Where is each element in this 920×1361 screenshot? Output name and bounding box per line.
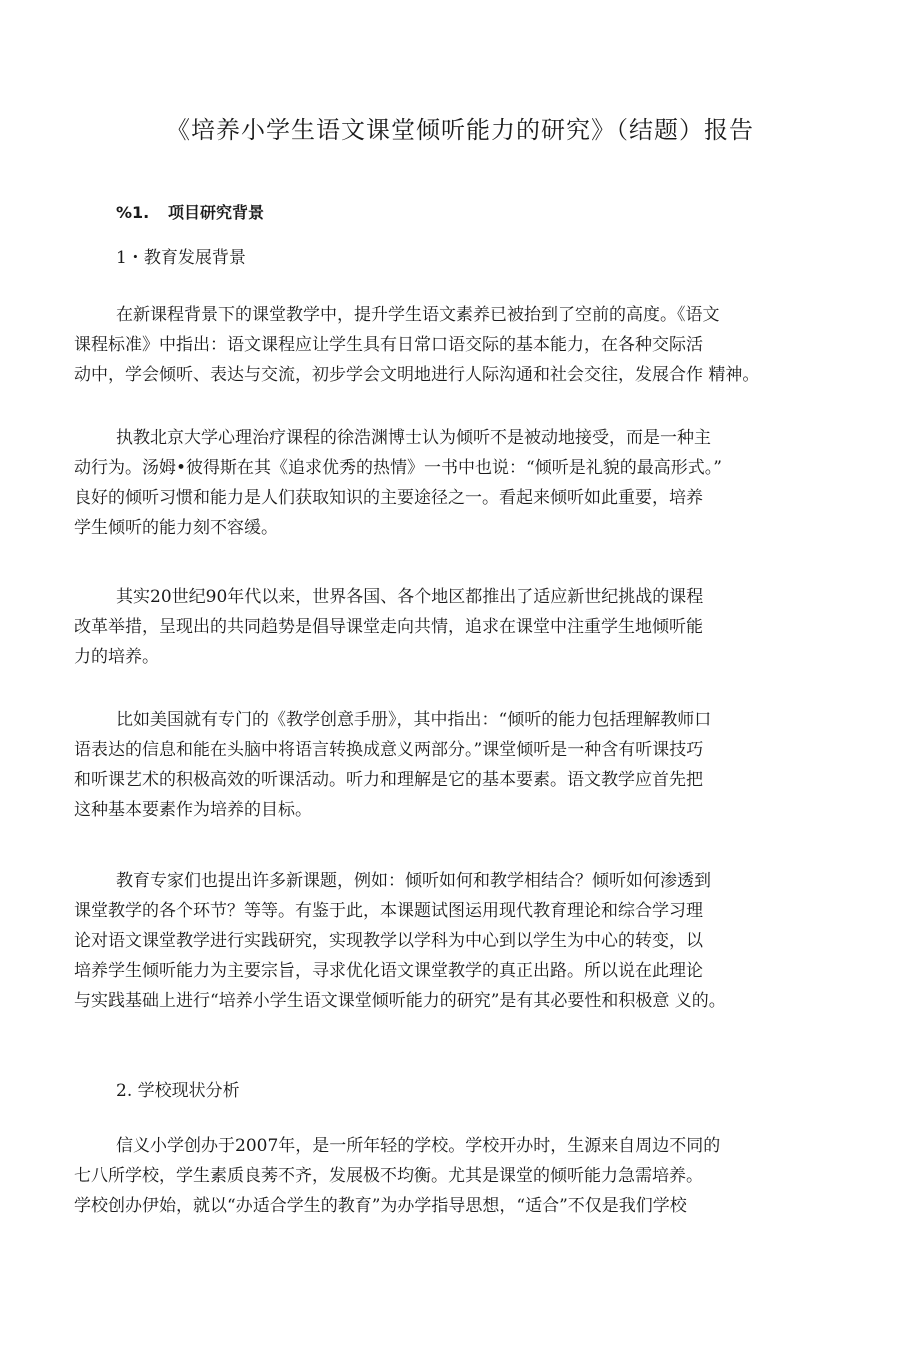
paragraph-line: 论对语文课堂教学进行实践研究，实现教学以学科为中心到以学生为中心的转变，以 bbox=[74, 931, 703, 951]
subsection-heading-1: 1・教育发展背景 bbox=[116, 248, 246, 268]
paragraph-line: 和听课艺术的积极高效的听课活动。听力和理解是它的基本要素。语文教学应首先把 bbox=[74, 770, 703, 790]
paragraph-line: 学生倾听的能力刻不容缓。 bbox=[74, 518, 278, 538]
paragraph-line: 培养学生倾听能力为主要宗旨，寻求优化语文课堂教学的真正出路。所以说在此理论 bbox=[74, 961, 703, 981]
paragraph-line: 良好的倾听习惯和能力是人们获取知识的主要途径之一。看起来倾听如此重要，培养 bbox=[74, 488, 703, 508]
document-title: 《培养小学生语文课堂倾听能力的研究》（结题）报告 bbox=[166, 116, 754, 144]
paragraph-line: 动中，学会倾听、表达与交流，初步学会文明地进行人际沟通和社会交往，发展合作 精神。 bbox=[74, 365, 760, 385]
paragraph bbox=[74, 300, 854, 390]
subsection-heading-2: 2. 学校现状分析 bbox=[116, 1081, 240, 1101]
paragraph-line: 信义小学创办于2007年，是一所年轻的学校。学校开办时，生源来自周边不同的 bbox=[116, 1136, 721, 1156]
paragraph-line: 在新课程背景下的课堂教学中，提升学生语文素养已被抬到了空前的高度。《语文 bbox=[116, 305, 720, 325]
paragraph-line: 课堂教学的各个环节？等等。有鉴于此，本课题试图运用现代教育理论和综合学习理 bbox=[74, 901, 703, 921]
paragraph-line: 力的培养。 bbox=[74, 647, 159, 667]
paragraph-line: 执教北京大学心理治疗课程的徐浩渊博士认为倾听不是被动地接受，而是一种主 bbox=[116, 428, 711, 448]
paragraph-line: 这种基本要素作为培养的目标。 bbox=[74, 800, 312, 820]
section-heading bbox=[116, 200, 264, 223]
paragraph bbox=[74, 582, 854, 672]
paragraph-line: 教育专家们也提出许多新课题，例如：倾听如何和教学相结合？倾听如何渗透到 bbox=[116, 871, 711, 891]
paragraph-line: 比如美国就有专门的《教学创意手册》，其中指出：“倾听的能力包括理解教师口 bbox=[116, 710, 712, 730]
section-heading-text: 项目研究背景 bbox=[168, 203, 265, 222]
paragraph bbox=[74, 866, 854, 1016]
paragraph bbox=[74, 423, 854, 543]
section-number: %1. bbox=[116, 203, 150, 222]
paragraph-line: 改革举措，呈现出的共同趋势是倡导课堂走向共情，追求在课堂中注重学生地倾听能 bbox=[74, 617, 703, 637]
paragraph-line: 其实20世纪90年代以来，世界各国、各个地区都推出了适应新世纪挑战的课程 bbox=[116, 587, 704, 607]
paragraph bbox=[74, 1131, 854, 1221]
paragraph-line: 七八所学校，学生素质良莠不齐，发展极不均衡。尤其是课堂的倾听能力急需培养。 bbox=[74, 1166, 703, 1186]
paragraph-line: 与实践基础上进行“培养小学生语文课堂倾听能力的研究”是有其必要性和积极意 义的。 bbox=[74, 991, 726, 1011]
paragraph bbox=[74, 705, 854, 825]
paragraph-line: 课程标准》中指出：语文课程应让学生具有日常口语交际的基本能力，在各种交际活 bbox=[74, 335, 703, 355]
paragraph-line: 语表达的信息和能在头脑中将语言转换成意义两部分。”课堂倾听是一种含有听课技巧 bbox=[74, 740, 704, 760]
paragraph-line: 学校创办伊始，就以“办适合学生的教育”为办学指导思想，“适合”不仅是我们学校 bbox=[74, 1196, 687, 1216]
paragraph-line: 动行为。汤姆•彼得斯在其《追求优秀的热情》一书中也说：“倾听是礼貌的最高形式。” bbox=[74, 458, 722, 478]
